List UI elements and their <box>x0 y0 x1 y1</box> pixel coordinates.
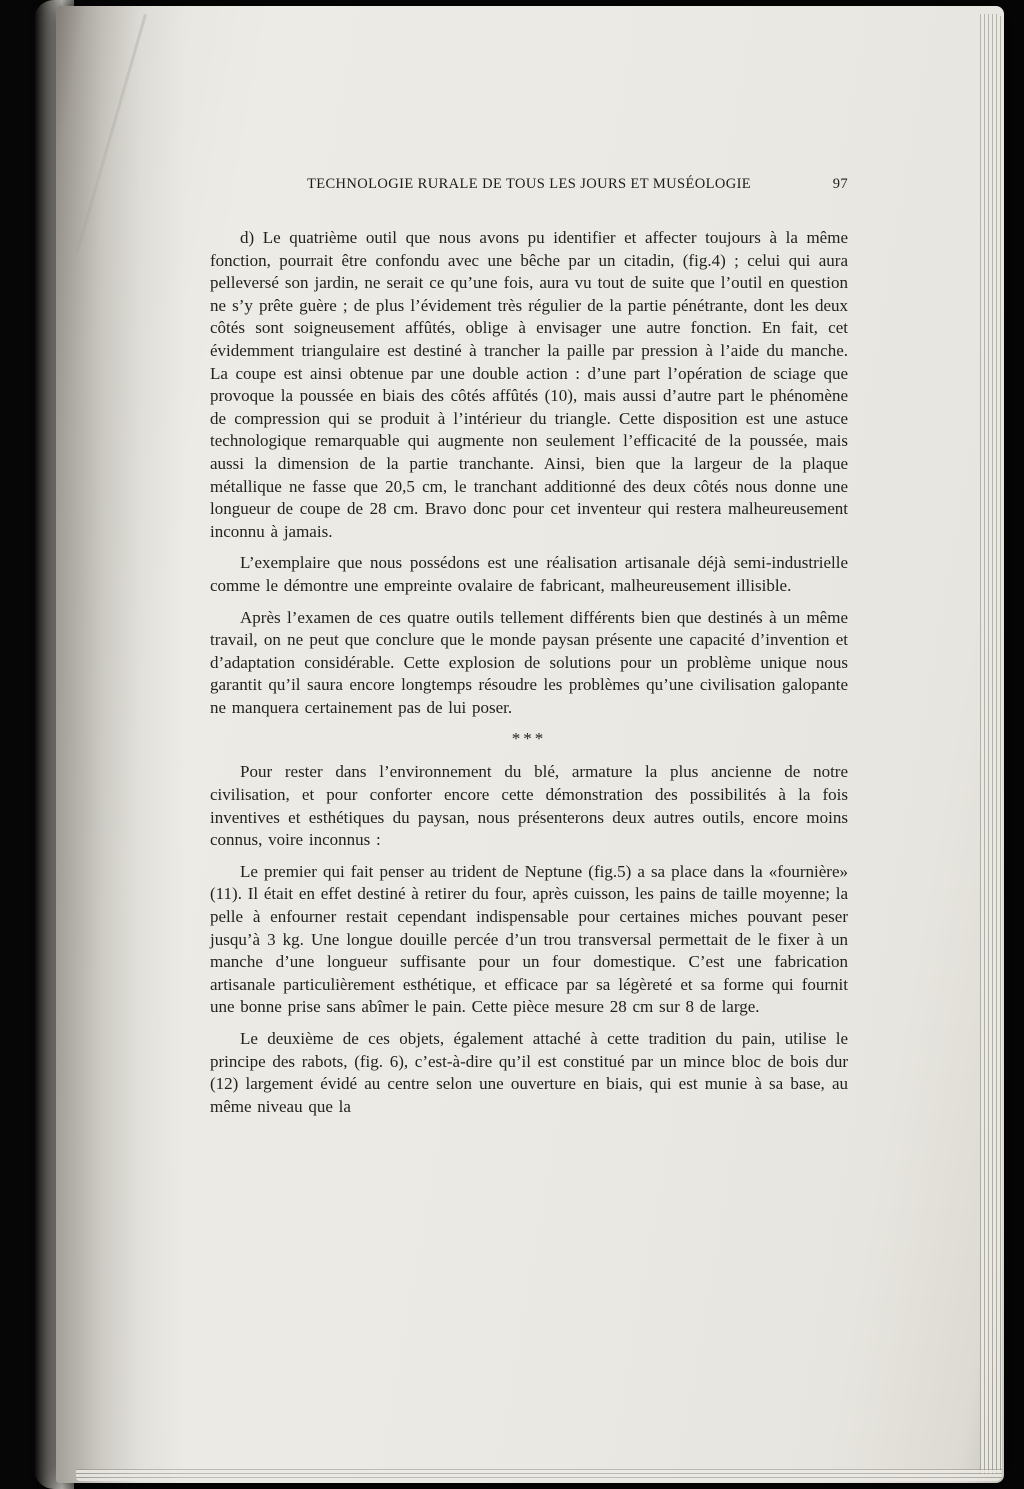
right-page-stack-edges <box>980 14 1002 1474</box>
paragraph-exemplaire: L’exemplaire que nous possédons est une réalisation artisanale déjà semi-industrielle comme le démontre une empreinte ovalaire de fabricant, malheureusement illisible. <box>210 553 848 595</box>
gutter-shadow <box>56 6 186 1483</box>
paragraph-rabot: Le deuxième de ces objets, également attaché à cette tradition du pain, utilise le principe des rabots, (fig. 6), c’est-à-dire qu’il est constitué par un mince bloc de bois dur (12) largement évidé au centre selon une ouverture en biais, qui est munie à sa base, au même niveau que la <box>210 1029 848 1116</box>
paragraph-conclusion-tools: Après l’examen de ces quatre outils tellement différents bien que destinés à un même travail, on ne peut que conclure que le monde paysan présente une capacité d’invention et d’adaptation considérable. Cette explosion de solutions pour un problème unique nous garantit qu’il saura encore longtemps résoudre les problèmes qu’une civilisation galopante ne manquera certainement pas de lui poser. <box>210 607 848 717</box>
bottom-page-stack-edges <box>76 1469 1002 1481</box>
paragraph-ble-intro: Pour rester dans l’environnement du blé, armature la plus ancienne de notre civilisation, et pour conforter encore cette démonstration des possibilités à la fois inventives et esthétiques du paysan, nous présenterons deux autres outils, encore moins connus, voire inconnus : <box>210 762 848 850</box>
page-number: 97 <box>832 176 848 192</box>
page-crease <box>75 14 147 255</box>
page-content <box>210 176 848 1127</box>
book-page <box>56 6 1004 1483</box>
paragraph-fourth-tool: d) Le quatrième outil que nous avons pu identifier et affecter toujours à la même fonction, pourrait être confondu avec une bêche par un citadin, (fig.4) ; celui qui aura pelleversé son jardin, ne serait ce qu’une fois, aura vu tout de suite que l’outil en question ne s’y prête guère ; de plus l’évidement très régulier de la partie pénétrante, dont les deux côtés sont soigneusement affûtés, oblige à envisager une autre fonction. En fait, cet évidemment triangulaire est destiné à trancher la paille par pression à l’aide du manche. La coupe est ainsi obtenue par une double action : d’une part l’opération de sciage que provoque la poussée en biais des côtés affûtés (10), mais aussi d’autre part le phénomène de compression qui se produit à l’intérieur du triangle. Cette disposition est une astuce technologique remarquable qui augmente non seulement l’efficacité de la poussée, mais aussi la dimension de la partie tranchante. Ainsi, bien que la largeur de la plaque métallique ne fasse que 20,5 cm, le tranchant additionné des deux côtés nous donne une longueur de coupe de 28 cm. Bravo donc pour cet inventeur qui restera malheureusement inconnu à jamais. <box>210 228 848 541</box>
paragraph-trident-neptune: Le premier qui fait penser au trident de Neptune (fig.5) a sa place dans la «fournière» (11). Il était en effet destiné à retirer du four, après cuisson, les pains de taille moyenne; la pelle à enfourner restait cependant indispensable pour certaines miches pouvant peser jusqu’à 3 kg. Une longue douille percée d’un trou transversal permettait de le fixer à un manche d’une longueur suffisante pour un four domestique. C’est une fabrication artisanale particulièrement esthétique, et efficace par sa légèreté et sa forme qui fournit une bonne prise sans abîmer le pain. Cette pièce mesure 28 cm sur 8 de large. <box>210 861 848 1017</box>
running-header <box>210 176 848 193</box>
header-title: TECHNOLOGIE RURALE DE TOUS LES JOURS ET MUSÉOLOGIE <box>306 176 752 192</box>
section-separator: *** <box>511 729 547 749</box>
